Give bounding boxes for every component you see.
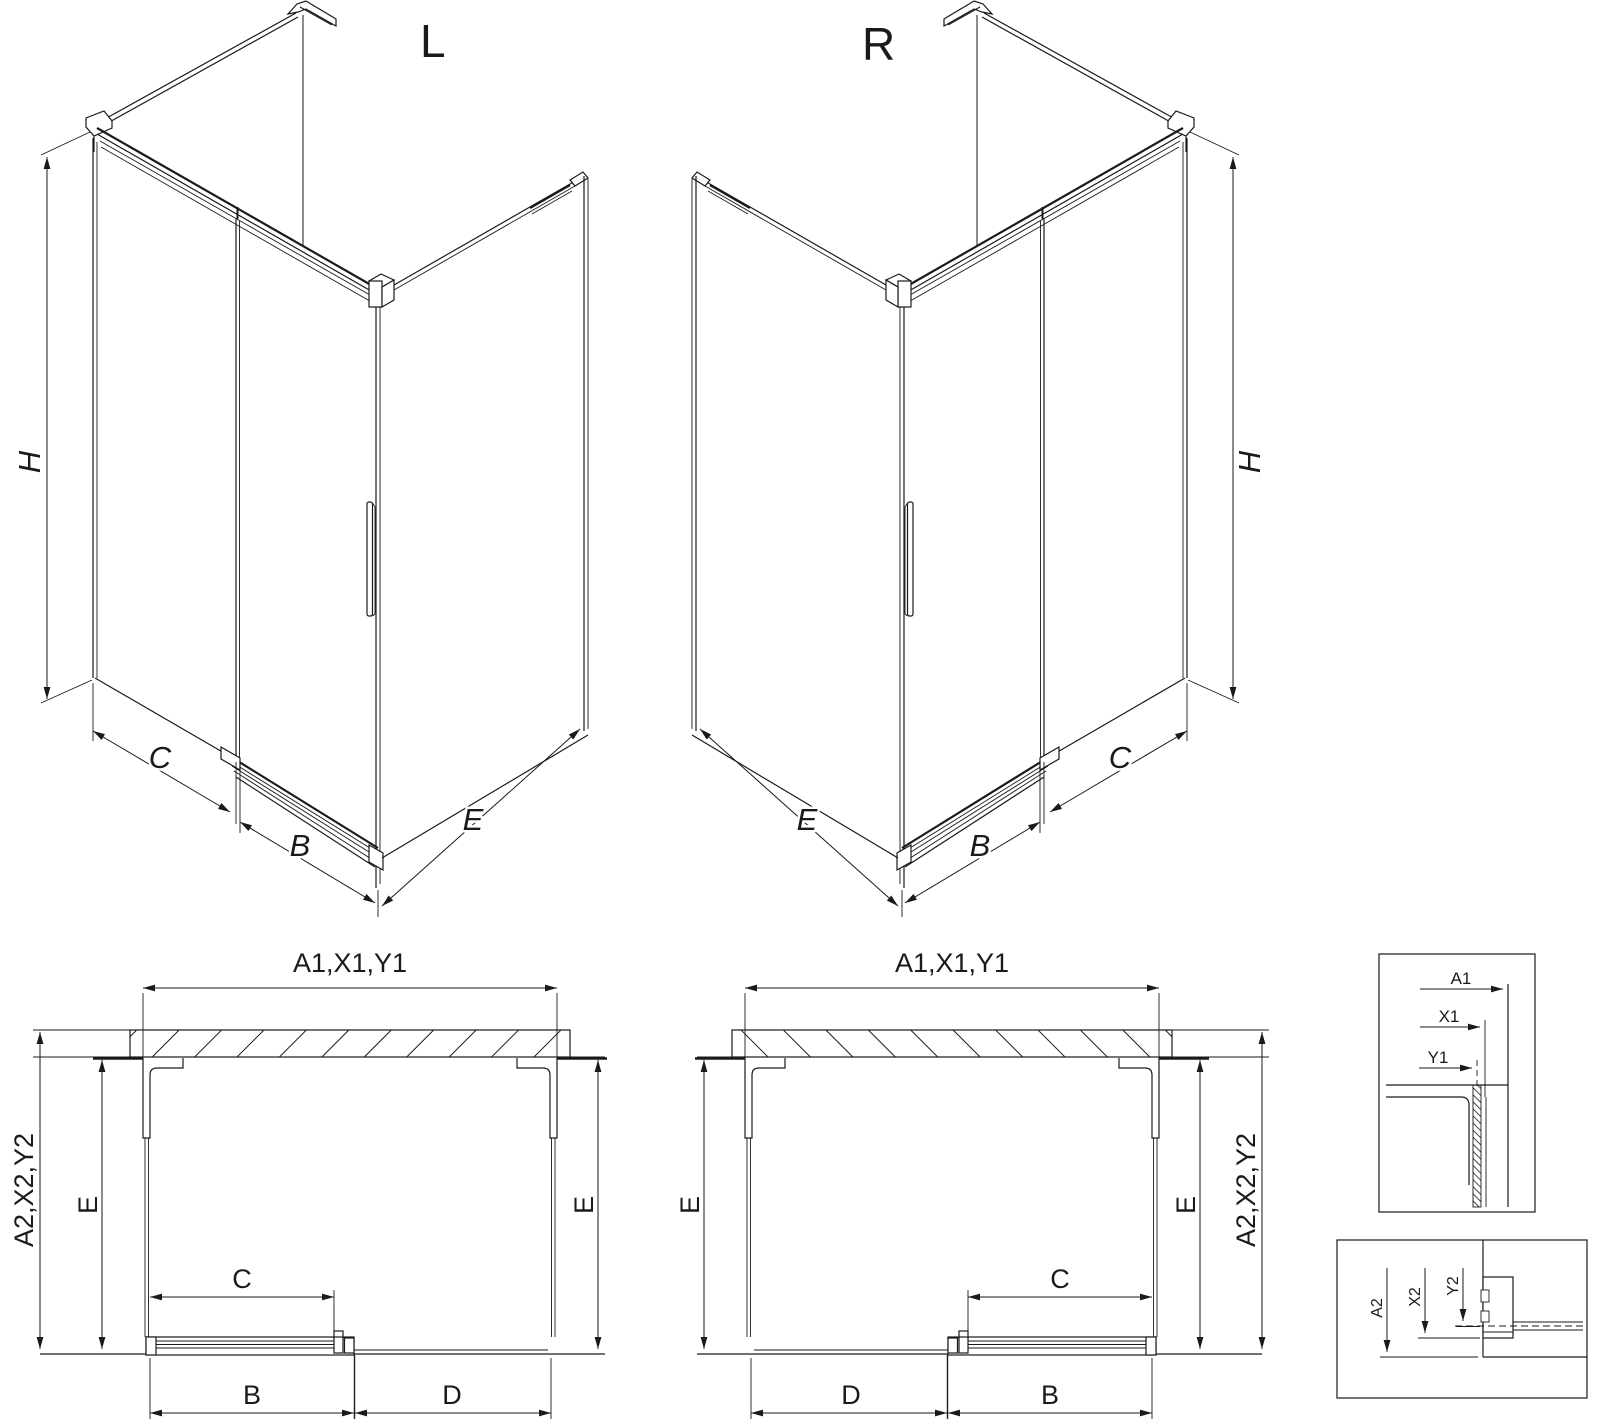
plan-left-e2: E <box>569 1195 599 1215</box>
plan-view-left <box>9 948 607 1419</box>
dim-b-right: B <box>969 828 991 863</box>
detail-box-top <box>1379 954 1535 1212</box>
detail-a1: A1 <box>1450 969 1472 988</box>
dim-height-left: H <box>12 450 47 474</box>
plan-mid-e2: E <box>1171 1195 1201 1215</box>
plan-mid-depth-group: A2,X2,Y2 <box>1231 1132 1261 1248</box>
plan-left-depth-group: A2,X2,Y2 <box>9 1132 39 1248</box>
dim-height-right: H <box>1232 450 1267 474</box>
dim-e-left: E <box>462 802 484 837</box>
detail-x1: X1 <box>1438 1007 1460 1026</box>
plan-mid-c: C <box>1050 1264 1070 1294</box>
plan-mid-width-group: A1,X1,Y1 <box>894 948 1010 978</box>
plan-mid-b: B <box>1040 1380 1060 1410</box>
plan-view-right <box>675 948 1269 1419</box>
detail-a2: A2 <box>1369 1298 1386 1318</box>
dim-e-right: E <box>796 802 818 837</box>
detail-y1: Y1 <box>1427 1048 1449 1067</box>
detail-box-bottom <box>1337 1240 1587 1398</box>
plan-mid-e1: E <box>675 1195 705 1215</box>
dim-b-left: B <box>289 828 311 863</box>
detail-x2: X2 <box>1407 1287 1424 1307</box>
dim-c-right: C <box>1108 740 1132 775</box>
dim-c-left: C <box>148 740 172 775</box>
detail-y2: Y2 <box>1445 1276 1462 1296</box>
plan-left-d: D <box>442 1380 462 1410</box>
plan-left-width-group: A1,X1,Y1 <box>292 948 408 978</box>
plan-left-e1: E <box>73 1195 103 1215</box>
variant-label-left: L <box>420 15 446 67</box>
plan-left-b: B <box>242 1380 262 1410</box>
plan-left-c: C <box>232 1264 252 1294</box>
iso-view-left <box>12 1 588 917</box>
plan-mid-d: D <box>841 1380 861 1410</box>
iso-view-right <box>692 1 1267 917</box>
variant-label-right: R <box>862 18 896 70</box>
